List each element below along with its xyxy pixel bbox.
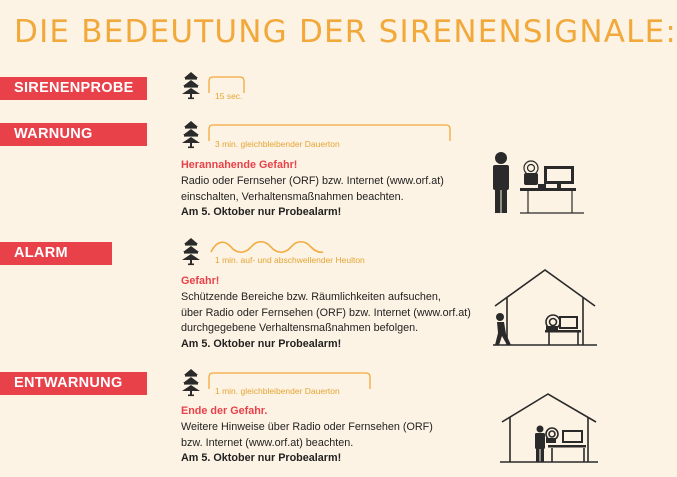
signal-label-sirenenprobe: SIRENENPROBE: [0, 77, 147, 100]
signal-note: Am 5. Oktober nur Probealarm!: [181, 338, 342, 351]
signal-note: Am 5. Oktober nur Probealarm!: [181, 452, 342, 465]
signal-text-line: durchgegebene Verhaltensmaßnahmen befolgen.: [181, 322, 419, 335]
signal-text-line: über Radio oder Fernsehen (ORF) bzw. Internet (www.orf.at): [181, 306, 471, 319]
signal-description-entwarnung: [181, 404, 433, 467]
page-title: DIE BEDEUTUNG DER SIRENENSIGNALE:: [14, 14, 677, 50]
siren-icon: [181, 72, 201, 100]
signal-duration-sirenenprobe: 15 sec.: [215, 91, 243, 101]
signal-description-warnung: [181, 158, 444, 221]
signal-text-line: einschalten, Verhaltensmaßnahmen beachten.: [181, 190, 404, 203]
signal-text-line: Schützende Bereiche bzw. Räumlichkeiten aufsuchen,: [181, 290, 441, 303]
signal-label-warnung: WARNUNG: [0, 123, 147, 146]
signal-heading: Gefahr!: [181, 275, 220, 287]
signal-label-entwarnung: ENTWARNUNG: [0, 372, 147, 395]
signal-duration-wave: [207, 238, 327, 256]
person-at-desk-with-radio-and-tv-icon: [488, 150, 588, 216]
signal-text-line: Radio oder Fernseher (ORF) bzw. Internet (www.orf.at): [181, 174, 444, 187]
person-in-house-with-radio-and-tv-icon: [500, 392, 598, 464]
siren-icon: [181, 238, 201, 266]
signal-heading: Ende der Gefahr.: [181, 405, 268, 417]
signal-text-line: bzw. Internet (www.orf.at) beachten.: [181, 436, 354, 449]
signal-duration-alarm: 1 min. auf- und abschwellender Heulton: [215, 255, 365, 265]
signal-text-line: Weitere Hinweise über Radio oder Fernsehen (ORF): [181, 420, 433, 433]
signal-description-alarm: [181, 274, 471, 353]
signal-duration-entwarnung: 1 min. gleichbleibender Dauerton: [215, 386, 340, 396]
signal-duration-warnung: 3 min. gleichbleibender Dauerton: [215, 139, 340, 149]
signal-note: Am 5. Oktober nur Probealarm!: [181, 206, 342, 219]
signal-label-alarm: ALARM: [0, 242, 112, 265]
siren-icon: [181, 369, 201, 397]
signal-heading: Herannahende Gefahr!: [181, 159, 298, 171]
siren-icon: [181, 121, 201, 149]
person-walking-into-house-icon: [493, 268, 598, 348]
